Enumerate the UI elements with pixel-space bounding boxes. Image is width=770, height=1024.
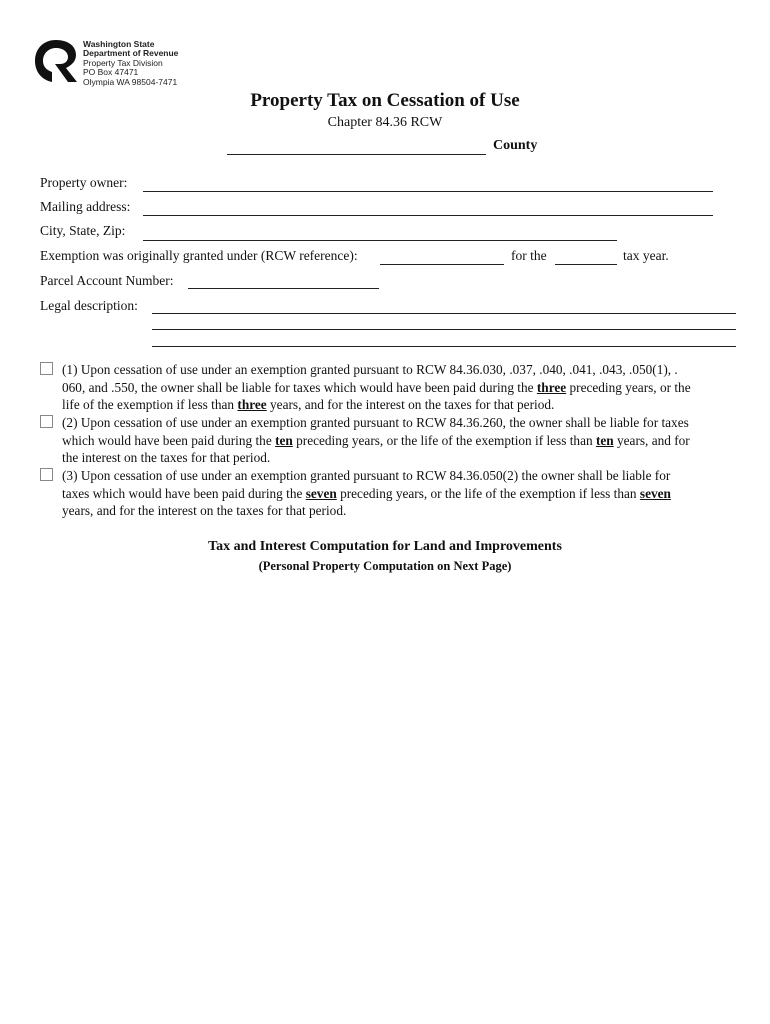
- option-2-line2: which would have been paid during the ten preceding years, or the life of the exemption if less than ten years, and for: [62, 432, 690, 448]
- option-2-keyword-1: ten: [275, 432, 293, 448]
- option-3-keyword-1: seven: [305, 485, 337, 501]
- option-1-keyword-1: three: [536, 379, 567, 395]
- county-input-line[interactable]: [227, 154, 486, 155]
- option-3-text: [40, 467, 730, 520]
- legal-description-line1[interactable]: [152, 313, 736, 314]
- option-3-line1: (3) Upon cessation of use under an exemption granted pursuant to RCW 84.36.050(2) the owner shall be liable for: [62, 468, 671, 483]
- tax-year-label: tax year.: [623, 248, 669, 263]
- option-1-line3: life of the exemption if less than three years, and for the interest on the taxes for that period.: [62, 397, 555, 412]
- option-1-text: [40, 361, 730, 414]
- option-3-keyword-2: seven: [639, 485, 671, 501]
- option-2-checkbox[interactable]: [40, 415, 53, 428]
- computation-heading: Tax and Interest Computation for Land and Improvements: [208, 539, 562, 554]
- option-1: [40, 361, 730, 414]
- option-2-keyword-2: ten: [595, 432, 614, 448]
- option-3: [40, 467, 730, 520]
- option-2-line1: (2) Upon cessation of use under an exemption granted pursuant to RCW 84.36.260, the owner shall be liable for taxes: [62, 415, 689, 430]
- computation-subheading: (Personal Property Computation on Next Page): [258, 559, 512, 573]
- parcel-account-field[interactable]: [188, 288, 379, 289]
- exemption-granted-label: Exemption was originally granted under (RCW reference):: [40, 248, 358, 263]
- dor-logo-icon: [33, 38, 79, 84]
- agency-line5: Olympia WA 98504-7471: [83, 76, 178, 87]
- tax-year-field[interactable]: [555, 264, 617, 265]
- rcw-reference-field[interactable]: [380, 264, 504, 265]
- option-3-checkbox[interactable]: [40, 468, 53, 481]
- option-3-line2: taxes which would have been paid during the seven preceding years, or the life of the exemption if less than seven: [62, 485, 671, 501]
- mailing-address-label: Mailing address:: [40, 199, 131, 214]
- form-title: Property Tax on Cessation of Use: [250, 90, 520, 111]
- property-owner-label: Property owner:: [40, 175, 128, 190]
- legal-description-label: Legal description:: [40, 298, 138, 313]
- option-1-line2: 060, and .550, the owner shall be liable for taxes which would have been paid during the three preceding years, or the: [62, 379, 691, 395]
- agency-address: [83, 40, 178, 87]
- city-state-zip-label: City, State, Zip:: [40, 223, 126, 238]
- for-the-label: for the: [511, 248, 547, 263]
- parcel-account-label: Parcel Account Number:: [40, 273, 174, 288]
- option-1-checkbox[interactable]: [40, 362, 53, 375]
- option-1-line1: (1) Upon cessation of use under an exemption granted pursuant to RCW 84.36.030, .037, .040, .041, .043, .050(1), .: [62, 362, 678, 377]
- mailing-address-field[interactable]: [143, 215, 713, 216]
- agency-line2: Department of Revenue: [83, 48, 179, 59]
- option-2-text: [40, 414, 730, 467]
- agency-line1: Washington State: [83, 39, 155, 49]
- agency-line4: PO Box 47471: [83, 67, 139, 78]
- option-2-line3: the interest on the taxes for that period.: [62, 450, 271, 465]
- option-1-keyword-2: three: [237, 397, 267, 412]
- legal-description-line3[interactable]: [152, 346, 736, 347]
- option-2: [40, 414, 730, 467]
- legal-description-line2[interactable]: [152, 329, 736, 330]
- county-label: County: [493, 138, 538, 153]
- property-owner-field[interactable]: [143, 191, 713, 192]
- city-state-zip-field[interactable]: [143, 240, 617, 241]
- option-3-line3: years, and for the interest on the taxes for that period.: [62, 503, 347, 518]
- agency-line3: Property Tax Division: [83, 57, 163, 68]
- form-subtitle: Chapter 84.36 RCW: [327, 115, 443, 130]
